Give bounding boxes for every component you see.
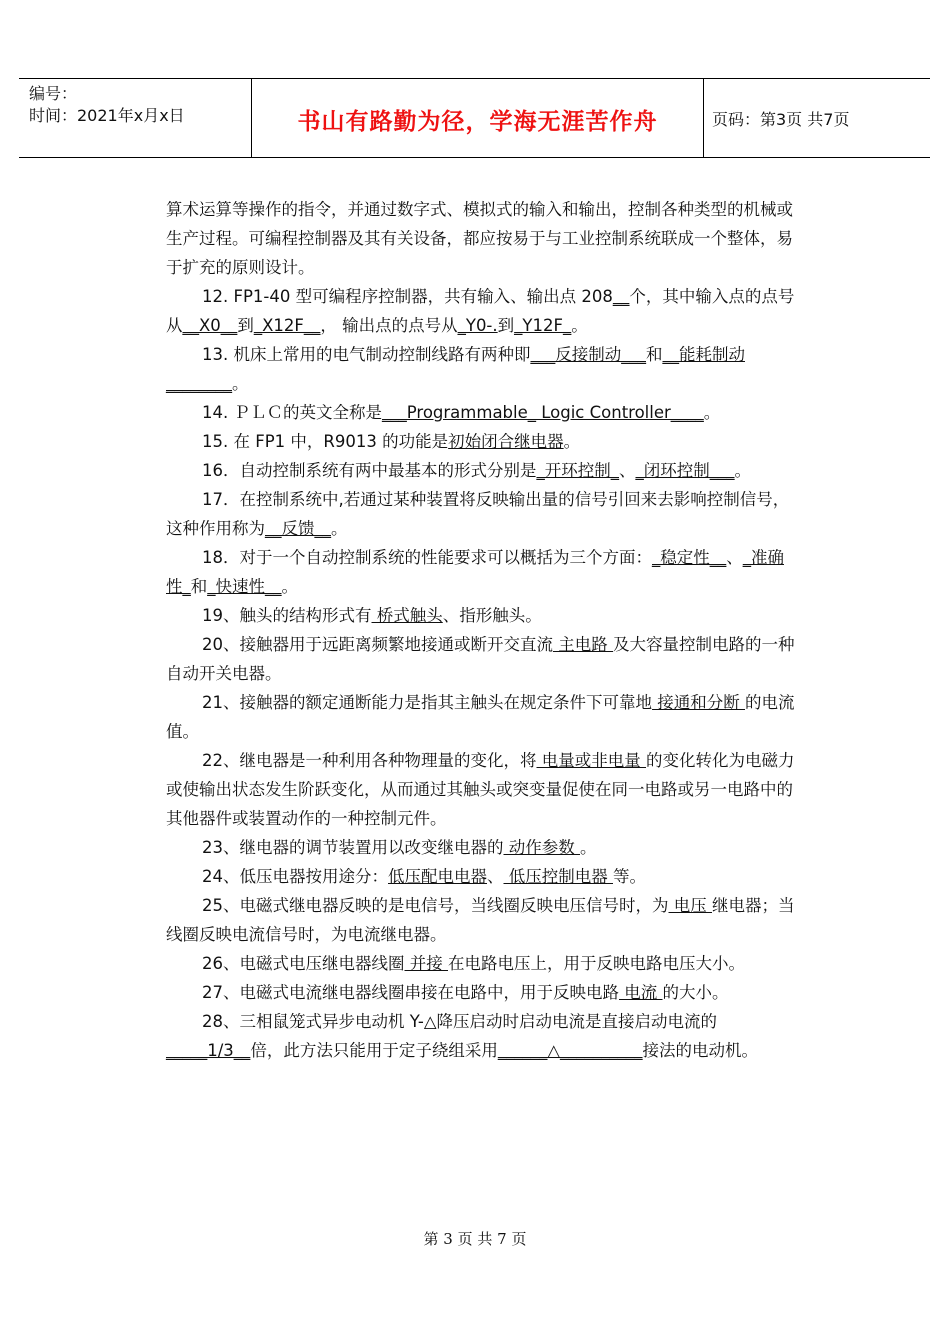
text-segment: 27、电磁式电流继电器线圈串接在电路中，用于反映电路 — [202, 983, 619, 1002]
paragraph — [166, 398, 796, 427]
text-segment: 24、低压电器按用途分： — [202, 867, 388, 886]
answer-blank: _Y0-. — [457, 316, 498, 335]
paragraph — [166, 833, 796, 862]
answer-blank: __反馈__ — [265, 519, 331, 538]
text-segment: 20、接触器用于远距离频繁地接通或断开交直流 — [202, 635, 553, 654]
text-segment: 和 — [646, 345, 663, 364]
text-segment: 的大小。 — [662, 983, 729, 1002]
paragraph — [166, 282, 796, 340]
text-segment: 倍，此方法只能用于定子绕组采用 — [250, 1041, 498, 1060]
answer-blank: 动作参数 — [503, 838, 580, 857]
header-page-code: 页码：第3页 共7页 — [712, 110, 850, 129]
text-segment: 12. FP1-40 型可编程序控制器，共有输入、输出点 208 — [202, 287, 613, 306]
page-footer: 第 3 页 共 7 页 — [423, 1230, 527, 1248]
answer-blank: ______△__________ — [497, 1041, 643, 1060]
paragraph — [166, 1007, 796, 1065]
answer-blank: _Y12F_ — [514, 316, 572, 335]
text-segment: 个，其中输入点的点号从 — [166, 287, 795, 335]
text-segment: 。 — [563, 432, 581, 451]
text-segment: 算术运算等操作的指令，并通过数字式、模拟式的输入和输出，控制各种类型的机械或生产过程。可编程控制器及其有关设备，都应按易于与工业控制系统联成一个整体，易于扩充的原则设计。 — [166, 200, 793, 277]
answer-blank: _开环控制_ — [536, 461, 619, 480]
header-motto: 书山有路勤为径，学海无涯苦作舟 — [297, 109, 658, 135]
header-motto-cell — [251, 79, 704, 157]
text-segment: 和 — [190, 577, 208, 596]
text-segment: 到 — [237, 316, 254, 335]
text-segment: 。 — [703, 403, 721, 422]
answer-blank: __能耗制动________ — [166, 345, 745, 393]
answer-blank: 并接 — [404, 954, 448, 973]
text-segment: 16．自动控制系统有两中最基本的形式分别是 — [202, 461, 537, 480]
text-segment: 。 — [580, 838, 597, 857]
answer-blank: 低压配电电器 — [388, 867, 487, 886]
answer-blank: 低压控制电器 — [503, 867, 613, 886]
answer-blank: 电压 — [668, 896, 712, 915]
paragraph — [166, 630, 796, 688]
text-segment: 18．对于一个自动控制系统的性能要求可以概括为三个方面： — [202, 548, 652, 567]
answer-blank: _X12F__ — [253, 316, 321, 335]
answer-blank: _稳定性__ — [652, 548, 727, 567]
text-segment: 等。 — [613, 867, 646, 886]
paragraph — [166, 456, 796, 485]
document-number-label: 编号： — [29, 84, 78, 103]
text-segment: 26、电磁式电压继电器线圈 — [202, 954, 405, 973]
text-segment: 、 — [726, 548, 743, 567]
answer-blank: 接通和分断 — [652, 693, 745, 712]
paragraph — [166, 485, 796, 543]
answer-blank: 主电路 — [553, 635, 613, 654]
page-header — [19, 78, 930, 158]
paragraph — [166, 746, 796, 833]
document-body — [166, 195, 796, 1065]
text-segment: 。 — [571, 316, 588, 335]
answer-blank: ___Programmable_ Logic Controller____ — [382, 403, 704, 422]
answer-blank: _快速性__ — [207, 577, 282, 596]
text-segment: 14. ＰＬＣ的英文全称是 — [202, 403, 382, 422]
answer-blank: _____1/3__ — [166, 1041, 251, 1060]
text-segment: 。 — [281, 577, 298, 596]
paragraph — [166, 891, 796, 949]
text-segment: 21、接触器的额定通断能力是指其主触头在规定条件下可靠地 — [202, 693, 652, 712]
text-segment: 13. 机床上常用的电气制动控制线路有两种即 — [202, 345, 531, 364]
paragraph — [166, 978, 796, 1007]
text-segment: 、 — [487, 867, 504, 886]
text-segment: 19、触头的结构形式有 — [202, 606, 372, 625]
answer-blank: 电量或非电量 — [536, 751, 646, 770]
text-segment: 的电流值。 — [166, 693, 795, 741]
paragraph — [166, 427, 796, 456]
text-segment: 在电路电压上，用于反映电路电压大小。 — [448, 954, 745, 973]
text-segment: 。 — [232, 374, 249, 393]
answer-blank: ___反接制动___ — [530, 345, 646, 364]
header-left-cell — [19, 79, 251, 157]
paragraph — [166, 949, 796, 978]
text-segment: 17．在控制系统中,若通过某种装置将反映输出量的信号引回来去影响控制信号，这种作用称为 — [166, 490, 790, 538]
answer-blank: 电流 — [619, 983, 663, 1002]
answer-blank: _准确性_ — [166, 548, 784, 596]
text-segment: ， 输出点的点号从 — [320, 316, 458, 335]
document-time-label: 时间：2021年x月x日 — [29, 106, 185, 125]
text-segment: 28、三相鼠笼式异步电动机 Y-△降压启动时启动电流是直接启动电流的 — [202, 1012, 718, 1031]
text-segment: 、 — [619, 461, 636, 480]
text-segment: 到 — [497, 316, 515, 335]
text-segment: 。 — [331, 519, 348, 538]
paragraph — [166, 340, 796, 398]
text-segment: 15. 在 FP1 中，R9013 的功能是 — [202, 432, 449, 451]
text-segment: 继电器；当线圈反映电流信号时，为电流继电器。 — [166, 896, 795, 944]
header-right-cell — [702, 79, 930, 157]
answer-blank: 桥式触头 — [371, 606, 443, 625]
paragraph — [166, 862, 796, 891]
paragraph — [166, 195, 796, 282]
text-segment: 、指形触头。 — [442, 606, 542, 625]
text-segment: 22、继电器是一种利用各种物理量的变化，将 — [202, 751, 537, 770]
paragraph — [166, 688, 796, 746]
text-segment: 23、继电器的调节装置用以改变继电器的 — [202, 838, 504, 857]
answer-blank: __X0__ — [182, 316, 238, 335]
text-segment: 的变化转化为电磁力或使输出状态发生阶跃变化，从而通过其触头或突变量促使在同一电路或另一电路中的其他器件或装置动作的一种控制元件。 — [166, 751, 795, 828]
paragraph — [166, 601, 796, 630]
answer-blank: 初始闭合继电器 — [448, 432, 564, 451]
paragraph — [166, 543, 796, 601]
answer-blank: __ — [612, 287, 630, 306]
text-segment: 及大容量控制电路的一种自动开关电器。 — [166, 635, 795, 683]
text-segment: 接法的电动机。 — [642, 1041, 759, 1060]
answer-blank: _闭环控制___ — [635, 461, 735, 480]
text-segment: 25、电磁式继电器反映的是电信号，当线圈反映电压信号时，为 — [202, 896, 669, 915]
text-segment: 。 — [734, 461, 751, 480]
